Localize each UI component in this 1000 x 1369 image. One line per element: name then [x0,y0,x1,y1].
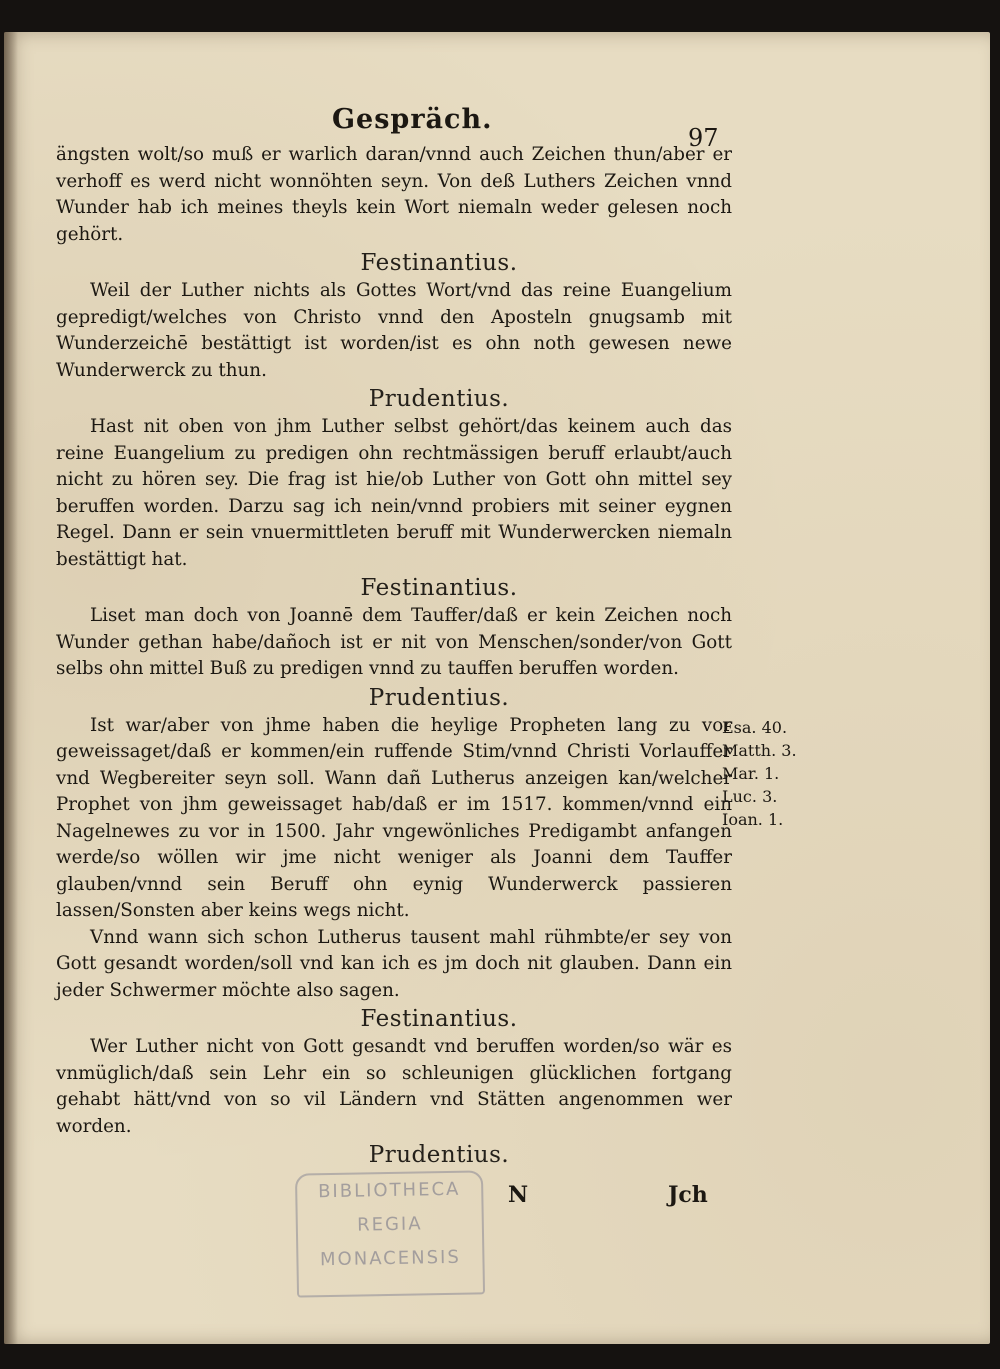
margin-note: Matth. 3. [722,741,797,760]
speaker-heading: Prudentius. [368,684,510,711]
text-paragraph: Vnnd wann sich schon Lutherus tausent mahl rühmbte/er sey von Gott gesandt worden/soll vnd kan ich es jm doch nit glauben. Dann ein jeder Schwermer möchte also sagen. [56,926,732,1001]
page-footer [0,1182,1000,1242]
margin-note: Esa. 40. [722,718,788,737]
margin-note: Ioan. 1. [722,810,784,829]
page-header [0,104,1000,152]
stamp-line: BIBLIOTHECA [317,1178,461,1203]
text-paragraph: Wer Luther nicht von Gott gesandt vnd beruffen worden/so wär es vnmüglich/daß sein Lehr ein so schleunigen glücklichen fortgang gehabt hätt/vnd von so vil Ländern vnd Stätten angenommen wer worden. [56,1036,732,1137]
signature-mark: N [508,1182,529,1208]
margin-note: Mar. 1. [722,764,780,783]
text-paragraph: ängsten wolt/so muß er warlich daran/vnnd auch Zeichen thun/aber er verhoff es werd nicht wonnöhten seyn. Von deß Luthers Zeichen vnnd Wunder hab ich meines theyls kein Wort niemaln weder gelesen noch gehört. [56,144,732,245]
speaker-heading: Prudentius. [368,386,510,412]
text-paragraph: Hast nit oben von jhm Luther selbst gehört/das keinem auch das reine Euangelium zu predigen ohn rechtmässigen beruff erlaubt/auch nicht zu hören sey. Die frag ist hie/ob Luther von Gott ohn mittel sey beruffen worden. Darzu sag ich nein/vnnd probiers mit seiner eygnen Regel. Dann er sein vnuermittleten beruff mit Wunderwercken niemaln bestättigt hat. [56,416,732,570]
speaker-heading: Prudentius. [368,1142,510,1168]
stamp-line: MONACENSIS [319,1246,461,1271]
speaker-heading: Festinantius. [360,250,518,276]
text-paragraph: Weil der Luther nichts als Gottes Wort/vnd das reine Euangelium gepredigt/welches von Christo vnnd den Aposteln gnugsamb mit Wunderzeichē bestättigt ist worden/ist es ohn noth gewesen newe Wunderwerck zu thun. [56,280,732,381]
text-paragraph: Ist war/aber von jhme haben die heylige Propheten lang zu vor geweissaget/daß er kommen/ein ruffende Stim/vnnd Christi Vorlauffer vnd Wegbereiter seyn soll. Wann dañ Lutherus anzeigen kan/welcher Prophet von jhm geweissaget hab/daß er im 1517. kommen/vnnd ein Nagelnewes zu vor in 1500. Jahr vngewönliches Predigambt anfangen werde/so wöllen wir jme nicht weniger als Joanni dem Tauffer glauben/vnnd sein Beruff ohn eynig Wunderwerck passieren lassen/Sonsten aber keins wegs nicht. [56,714,732,921]
stamp-line: REGIA [356,1213,423,1236]
margin-notes [722,716,797,831]
page-gutter-shadow [4,32,18,1344]
library-stamp [295,1170,485,1297]
speaker-heading: Festinantius. [360,575,518,601]
margin-note: Luc. 3. [722,787,778,806]
catchword: Jch [668,1182,708,1208]
text-paragraph: Liset man doch von Joannē dem Tauffer/daß er kein Zeichen noch Wunder gethan habe/dañoch ist er nit von Menschen/sonder/von Gott selbs ohn mittel Buß zu predigen vnnd zu tauffen beruffen worden. [56,605,732,679]
speaker-heading: Festinantius. [360,1006,518,1032]
page-number: 97 [688,124,719,152]
running-head: Gespräch. [332,104,493,135]
body-text [56,142,732,1170]
